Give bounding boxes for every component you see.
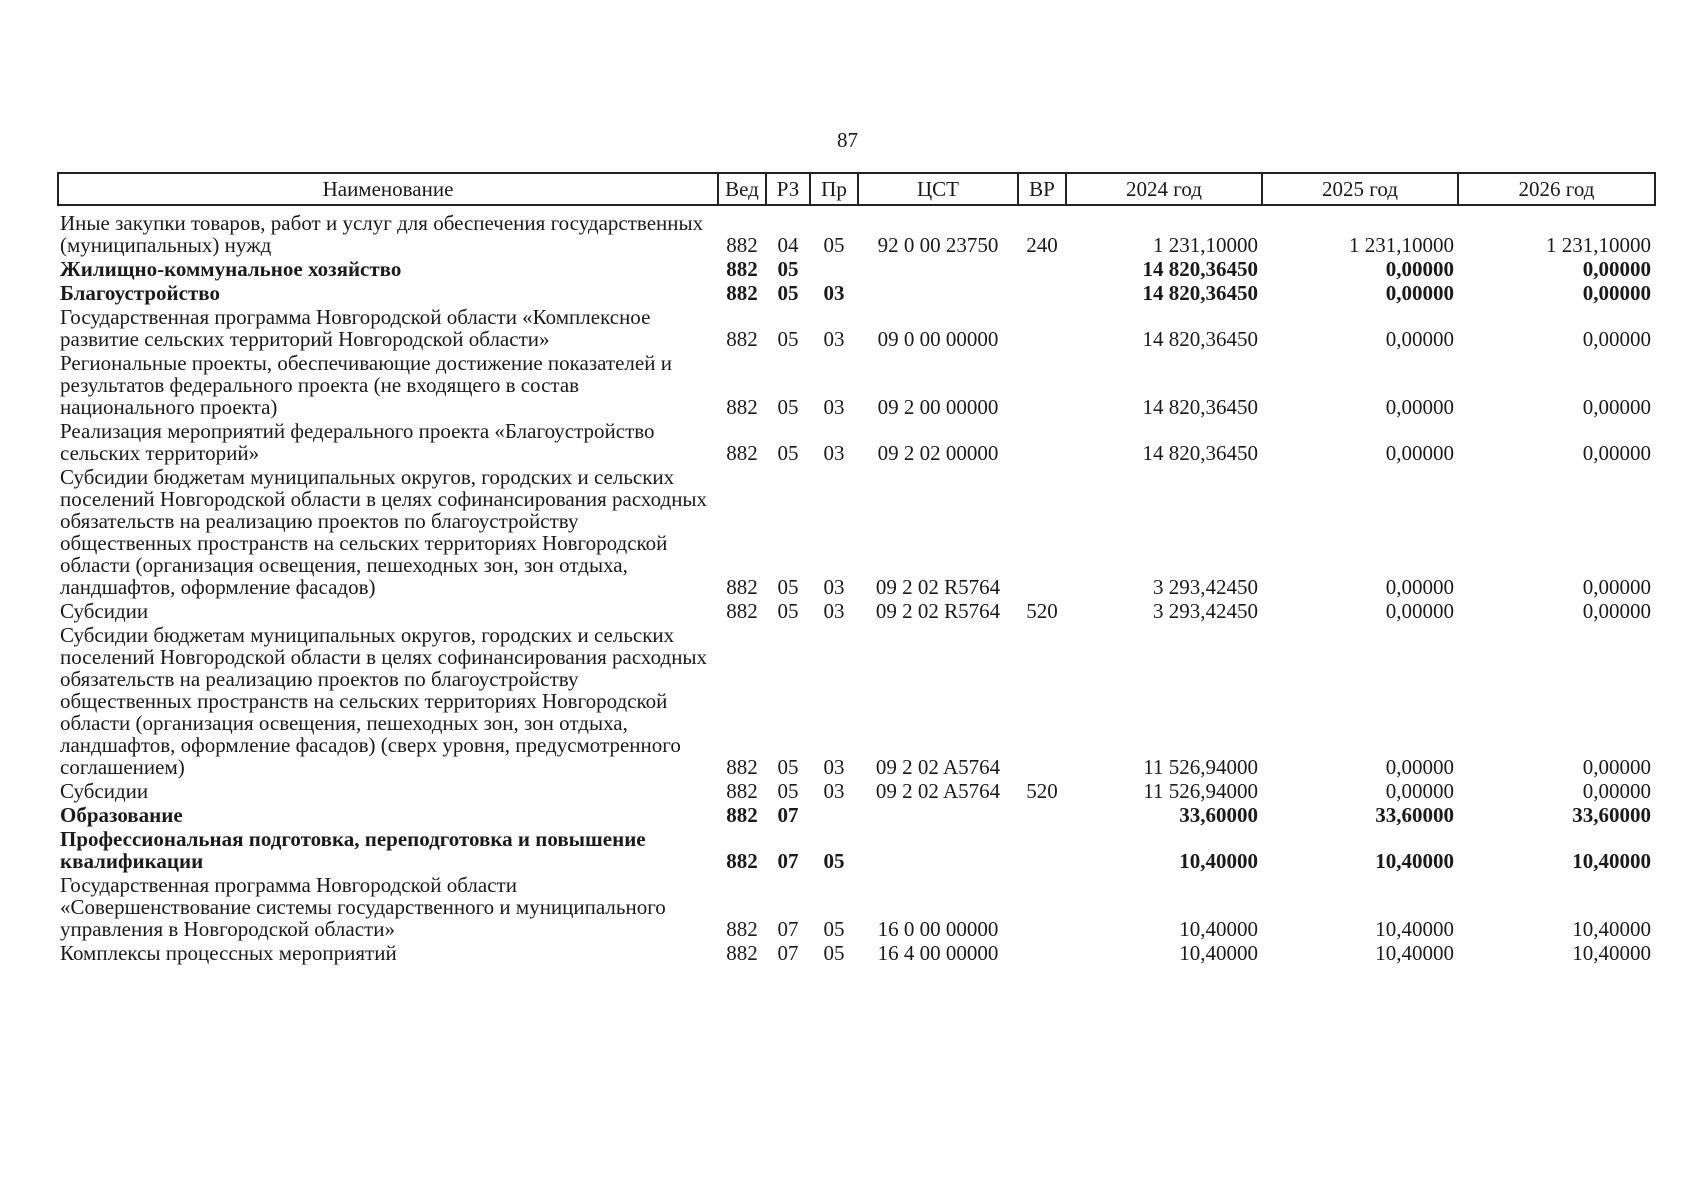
table-row <box>58 205 1655 257</box>
table-row <box>58 779 1655 803</box>
table-row <box>58 465 1655 599</box>
row-pr: 03 <box>823 575 845 599</box>
row-2024: 11 526,94000 <box>1143 779 1258 803</box>
table-row <box>58 941 1655 965</box>
table-row <box>58 305 1655 351</box>
row-2026: 10,40000 <box>1572 849 1651 873</box>
row-name: Государственная программа Новгородской области «Комплексное развитие сельских территорий Новгородской области» <box>60 305 651 351</box>
row-vr <box>1018 623 1066 779</box>
row-2024: 1 231,10000 <box>1153 233 1258 257</box>
row-pr: 05 <box>823 849 845 873</box>
table-header-row <box>58 173 1655 205</box>
row-2025: 0,00000 <box>1385 395 1454 419</box>
row-2025: 0,00000 <box>1385 281 1454 305</box>
row-name: Государственная программа Новгородской области «Совершенствование системы государственного и муниципального управления в Новгородской области» <box>60 873 666 941</box>
row-cst: 09 2 02 R5764 <box>875 575 1001 599</box>
row-cst <box>858 281 1018 305</box>
row-name: Субсидии бюджетам муниципальных округов, городских и сельских поселений Новгородской области в целях софинансирования расходных обязательств на реализацию проектов по благоустройству общественных пространств на сельских территориях Новгородской области (организация освещения, пешеходных зон, зон отдыха, ландшафтов, оформление фасадов) <box>60 465 708 599</box>
row-2025: 0,00000 <box>1385 599 1454 623</box>
row-pr: 03 <box>823 755 845 779</box>
row-cst: 09 2 00 00000 <box>877 395 999 419</box>
row-pr: 05 <box>823 917 845 941</box>
row-2026: 0,00000 <box>1582 779 1651 803</box>
row-2026: 1 231,10000 <box>1546 233 1651 257</box>
row-name: Профессиональная подготовка, переподготовка и повышение квалификации <box>60 827 646 873</box>
header-2026: 2026 год <box>1458 173 1655 205</box>
row-rz: 04 <box>777 233 799 257</box>
row-pr: 03 <box>823 441 845 465</box>
row-vr <box>1018 873 1066 941</box>
row-cst: 09 2 02 A5764 <box>875 779 1001 803</box>
row-rz: 05 <box>777 327 799 351</box>
row-2026: 33,60000 <box>1572 803 1651 827</box>
row-ved: 882 <box>726 599 758 623</box>
row-rz: 05 <box>777 755 799 779</box>
row-cst: 09 2 02 R5764 <box>875 599 1001 623</box>
row-ved: 882 <box>726 441 758 465</box>
row-2024: 10,40000 <box>1179 917 1258 941</box>
row-cst: 09 2 02 00000 <box>877 441 999 465</box>
row-pr: 03 <box>823 599 845 623</box>
header-rz: РЗ <box>766 173 810 205</box>
row-2026: 0,00000 <box>1582 395 1651 419</box>
row-2024: 14 820,36450 <box>1142 281 1258 305</box>
row-2025: 0,00000 <box>1385 327 1454 351</box>
row-rz: 05 <box>777 779 799 803</box>
row-2026: 0,00000 <box>1582 327 1651 351</box>
row-2025: 10,40000 <box>1375 917 1454 941</box>
header-name: Наименование <box>58 173 718 205</box>
row-2024: 14 820,36450 <box>1142 441 1258 465</box>
row-vr <box>1018 305 1066 351</box>
row-rz: 07 <box>777 941 799 965</box>
row-ved: 882 <box>726 941 758 965</box>
page-number: 87 <box>837 128 858 152</box>
table-row <box>58 873 1655 941</box>
row-vr <box>1018 257 1066 281</box>
row-rz: 05 <box>777 257 799 281</box>
row-name: Субсидии бюджетам муниципальных округов, городских и сельских поселений Новгородской области в целях софинансирования расходных обязательств на реализацию проектов по благоустройству общественных пространств на сельских территориях Новгородской области (организация освещения, пешеходных зон, зон отдыха, ландшафтов, оформление фасадов) (сверх уровня, предусмотренного соглашением) <box>60 623 708 779</box>
row-pr <box>810 257 858 281</box>
row-ved: 882 <box>726 917 758 941</box>
row-pr: 03 <box>823 327 845 351</box>
row-vr: 520 <box>1026 599 1058 623</box>
row-rz: 05 <box>777 441 799 465</box>
row-2024: 33,60000 <box>1179 803 1258 827</box>
row-2026: 10,40000 <box>1572 941 1651 965</box>
row-vr <box>1018 419 1066 465</box>
row-2024: 3 293,42450 <box>1153 599 1258 623</box>
row-2025: 0,00000 <box>1385 257 1454 281</box>
header-2024: 2024 год <box>1066 173 1262 205</box>
row-2025: 10,40000 <box>1375 849 1454 873</box>
row-ved: 882 <box>726 803 758 827</box>
row-2025: 10,40000 <box>1375 941 1454 965</box>
row-name: Благоустройство <box>60 281 220 305</box>
row-pr: 05 <box>823 941 845 965</box>
table-row <box>58 351 1655 419</box>
row-name: Субсидии <box>60 779 149 803</box>
row-rz: 07 <box>777 803 799 827</box>
row-name: Жилищно-коммунальное хозяйство <box>60 257 402 281</box>
row-vr <box>1018 827 1066 873</box>
row-rz: 07 <box>777 917 799 941</box>
table-row <box>58 419 1655 465</box>
row-pr: 03 <box>823 779 845 803</box>
row-pr <box>810 803 858 827</box>
row-2024: 14 820,36450 <box>1142 395 1258 419</box>
row-ved: 882 <box>726 395 758 419</box>
row-cst: 16 0 00 00000 <box>877 917 999 941</box>
header-2025: 2025 год <box>1262 173 1458 205</box>
table-row <box>58 623 1655 779</box>
header-cst: ЦСТ <box>858 173 1018 205</box>
row-2025: 0,00000 <box>1385 779 1454 803</box>
row-ved: 882 <box>726 281 758 305</box>
header-pr: Пр <box>810 173 858 205</box>
row-cst: 92 0 00 23750 <box>877 233 999 257</box>
table-row <box>58 599 1655 623</box>
row-cst <box>858 803 1018 827</box>
row-rz: 05 <box>777 281 799 305</box>
row-pr: 03 <box>823 395 845 419</box>
row-ved: 882 <box>726 327 758 351</box>
row-rz: 05 <box>777 575 799 599</box>
row-cst: 09 2 02 A5764 <box>875 755 1001 779</box>
row-2026: 0,00000 <box>1582 599 1651 623</box>
row-vr: 240 <box>1026 233 1058 257</box>
row-rz: 05 <box>777 395 799 419</box>
table-row <box>58 803 1655 827</box>
row-name: Комплексы процессных мероприятий <box>60 941 397 965</box>
row-2026: 0,00000 <box>1582 257 1651 281</box>
budget-table <box>57 172 1656 965</box>
table-row <box>58 257 1655 281</box>
row-vr <box>1018 351 1066 419</box>
row-name: Образование <box>60 803 183 827</box>
row-name: Субсидии <box>60 599 149 623</box>
row-vr <box>1018 941 1066 965</box>
row-ved: 882 <box>726 779 758 803</box>
row-vr <box>1018 465 1066 599</box>
row-name: Региональные проекты, обеспечивающие достижение показателей и результатов федерального проекта (не входящего в состав национального проекта) <box>60 351 672 419</box>
row-2025: 33,60000 <box>1375 803 1454 827</box>
row-2026: 0,00000 <box>1582 575 1651 599</box>
row-ved: 882 <box>726 755 758 779</box>
row-vr: 520 <box>1026 779 1058 803</box>
row-cst: 16 4 00 00000 <box>877 941 999 965</box>
row-name: Иные закупки товаров, работ и услуг для обеспечения государственных (муниципальных) нужд <box>60 211 704 257</box>
row-vr <box>1018 803 1066 827</box>
row-pr: 03 <box>823 281 845 305</box>
row-2024: 10,40000 <box>1179 941 1258 965</box>
row-2025: 0,00000 <box>1385 441 1454 465</box>
row-ved: 882 <box>726 233 758 257</box>
row-ved: 882 <box>726 849 758 873</box>
row-2024: 10,40000 <box>1179 849 1258 873</box>
row-2024: 14 820,36450 <box>1142 327 1258 351</box>
row-cst: 09 0 00 00000 <box>877 327 999 351</box>
header-vr: ВР <box>1018 173 1066 205</box>
row-name: Реализация мероприятий федерального проекта «Благоустройство сельских территорий» <box>60 419 655 465</box>
table-row <box>58 827 1655 873</box>
row-2024: 11 526,94000 <box>1143 755 1258 779</box>
row-vr <box>1018 281 1066 305</box>
table-row <box>58 281 1655 305</box>
header-ved: Вед <box>718 173 766 205</box>
row-cst <box>858 257 1018 281</box>
row-2025: 0,00000 <box>1385 575 1454 599</box>
row-cst <box>858 827 1018 873</box>
row-2026: 10,40000 <box>1572 917 1651 941</box>
row-2024: 14 820,36450 <box>1142 257 1258 281</box>
row-pr: 05 <box>823 233 845 257</box>
row-rz: 05 <box>777 599 799 623</box>
row-2024: 3 293,42450 <box>1153 575 1258 599</box>
row-2026: 0,00000 <box>1582 281 1651 305</box>
row-ved: 882 <box>726 257 758 281</box>
row-2025: 0,00000 <box>1385 755 1454 779</box>
row-2026: 0,00000 <box>1582 755 1651 779</box>
row-ved: 882 <box>726 575 758 599</box>
row-2026: 0,00000 <box>1582 441 1651 465</box>
row-rz: 07 <box>777 849 799 873</box>
row-2025: 1 231,10000 <box>1349 233 1454 257</box>
